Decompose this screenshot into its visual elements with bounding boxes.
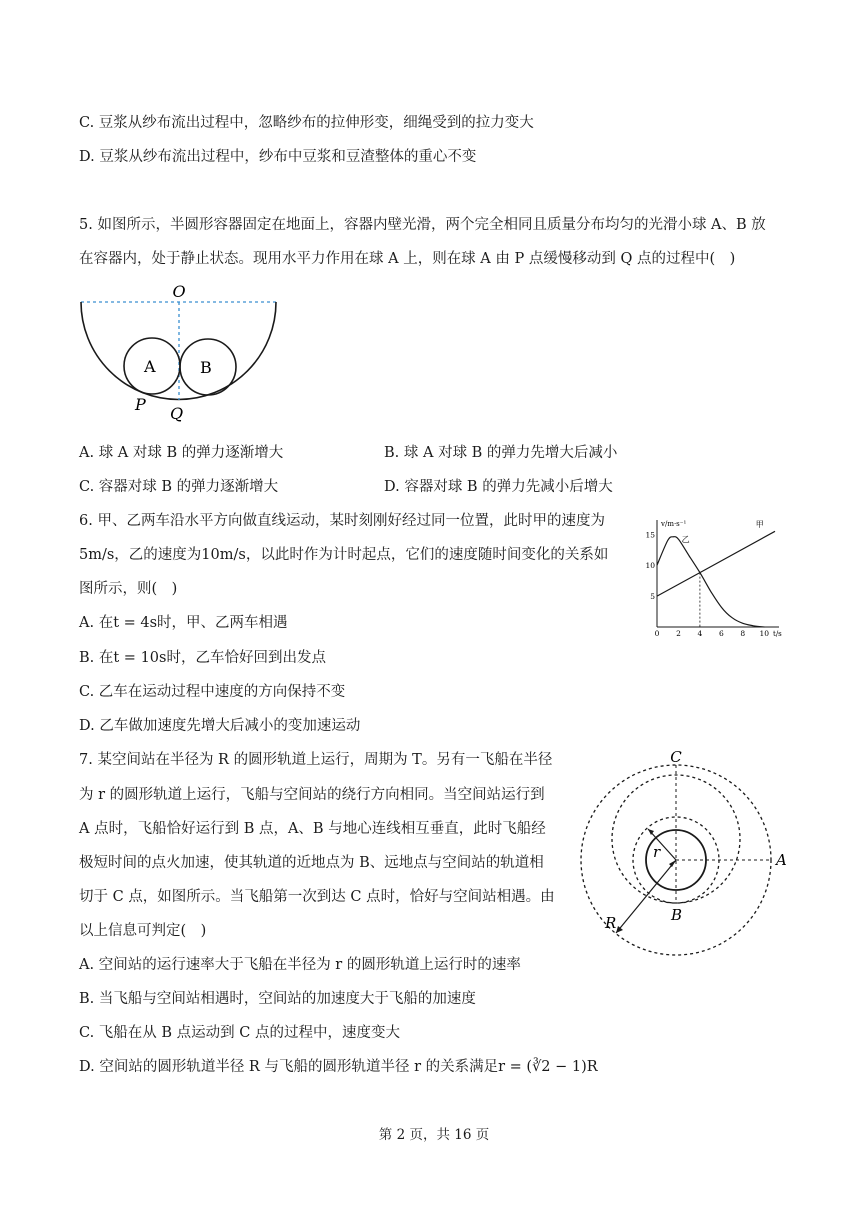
page-footer: 第 2 页，共 16 页 [378,1127,490,1143]
y-tick-label: 5 [650,592,655,602]
series-line-jia [657,531,775,596]
label-q: Q [170,404,184,422]
q7-option-c: C. 飞船在从 B 点运动到 C 点的过程中，速度变大 [79,1025,400,1041]
label-p: P [135,395,146,414]
q5-stem-line2: 在容器内，处于静止状态。现用水平力作用在球 A 上，则在球 A 由 P 点缓慢移动到 Q 点的过程中( ) [79,251,736,267]
q7-stem-line2: 为 r 的圆形轨道上运行，飞船与空间站的绕行方向相同。当空间站运行到 [79,787,545,803]
q7-stem-line1: 7. 某空间站在半径为 R 的圆形轨道上运行，周期为 T。另有一飞船在半径 [79,752,553,768]
q6-option-c: C. 乙车在运动过程中速度的方向保持不变 [79,684,346,700]
q6-stem-line1: 6. 甲、乙两车沿水平方向做直线运动，某时刻刚好经过同一位置，此时甲的速度为 [79,513,605,529]
y-axis-label: v/m·s⁻¹ [661,520,687,528]
q5-option-d: D. 容器对球 B 的弹力先减小后增大 [384,479,613,495]
label-a: A [776,851,787,869]
q7-option-a: A. 空间站的运行速率大于飞船在半径为 r 的圆形轨道上运行时的速率 [79,957,521,973]
label-r: r [653,843,661,861]
label-c: C [670,748,682,766]
y-tick-label: 15 [645,530,655,540]
q7-option-d: D. 空间站的圆形轨道半径 R 与飞船的圆形轨道半径 r 的关系满足r = (∛2 − 1)R [79,1059,598,1075]
label-big-r: R [605,914,617,932]
x-tick-label: 0 [654,629,660,638]
q5-stem-line1: 5. 如图所示，半圆形容器固定在地面上，容器内壁光滑，两个完全相同且质量分布均匀的光滑小球 A、B 放 [79,217,766,233]
x-tick-label: 2 [676,629,681,638]
q7-stem-line5: 切于 C 点，如图所示。当飞船第一次到达 C 点时，恰好与空间站相遇。由 [79,889,555,905]
q6-stem-line3: 图所示，则( ) [79,581,178,597]
q4-option-d: D. 豆浆从纱布流出过程中，纱布中豆浆和豆渣整体的重心不变 [79,149,477,165]
label-a: A [144,357,156,376]
y-tick-label: 10 [645,561,655,571]
x-tick-label: 8 [740,629,746,638]
label-o: O [172,282,186,301]
q5-option-b: B. 球 A 对球 B 的弹力先增大后减小 [384,445,618,461]
x-tick-label: 4 [697,629,703,638]
q4-option-c: C. 豆浆从纱布流出过程中，忽略纱布的拉伸形变，细绳受到的拉力变大 [79,115,534,131]
x-axis-label: t/s [773,630,782,638]
q6-option-a: A. 在t = 4s时，甲、乙两车相遇 [79,615,288,631]
q7-stem-line4: 极短时间的点火加速，使其轨道的近地点为 B、远地点与空间站的轨道相 [79,855,544,871]
q7-orbit-figure [575,745,795,965]
q5-bowl-figure [78,280,283,422]
q5-option-a: A. 球 A 对球 B 的弹力逐渐增大 [79,445,284,461]
q6-stem-line2: 5m/s，乙的速度为10m/s，以此时作为计时起点，它们的速度随时间变化的关系如 [79,547,609,563]
label-b: B [671,906,683,924]
label-b: B [200,358,212,377]
q5-option-c: C. 容器对球 B 的弹力逐渐增大 [79,479,279,495]
q7-stem-line6: 以上信息可判定( ) [79,923,207,939]
x-tick-label: 6 [718,629,724,638]
q6-vt-chart [645,512,785,642]
q7-stem-line3: A 点时，飞船恰好运行到 B 点，A、B 与地心连线相互垂直，此时飞船经 [79,821,546,837]
q7-option-b: B. 当飞船与空间站相遇时，空间站的加速度大于飞船的加速度 [79,991,476,1007]
series-label-yi: 乙 [681,534,690,544]
q6-option-b: B. 在t = 10s时，乙车恰好回到出发点 [79,650,326,666]
series-line-yi [657,534,764,627]
q6-option-d: D. 乙车做加速度先增大后减小的变加速运动 [79,718,361,734]
x-tick-label: 10 [759,629,770,638]
series-label-jia: 甲 [755,519,764,529]
